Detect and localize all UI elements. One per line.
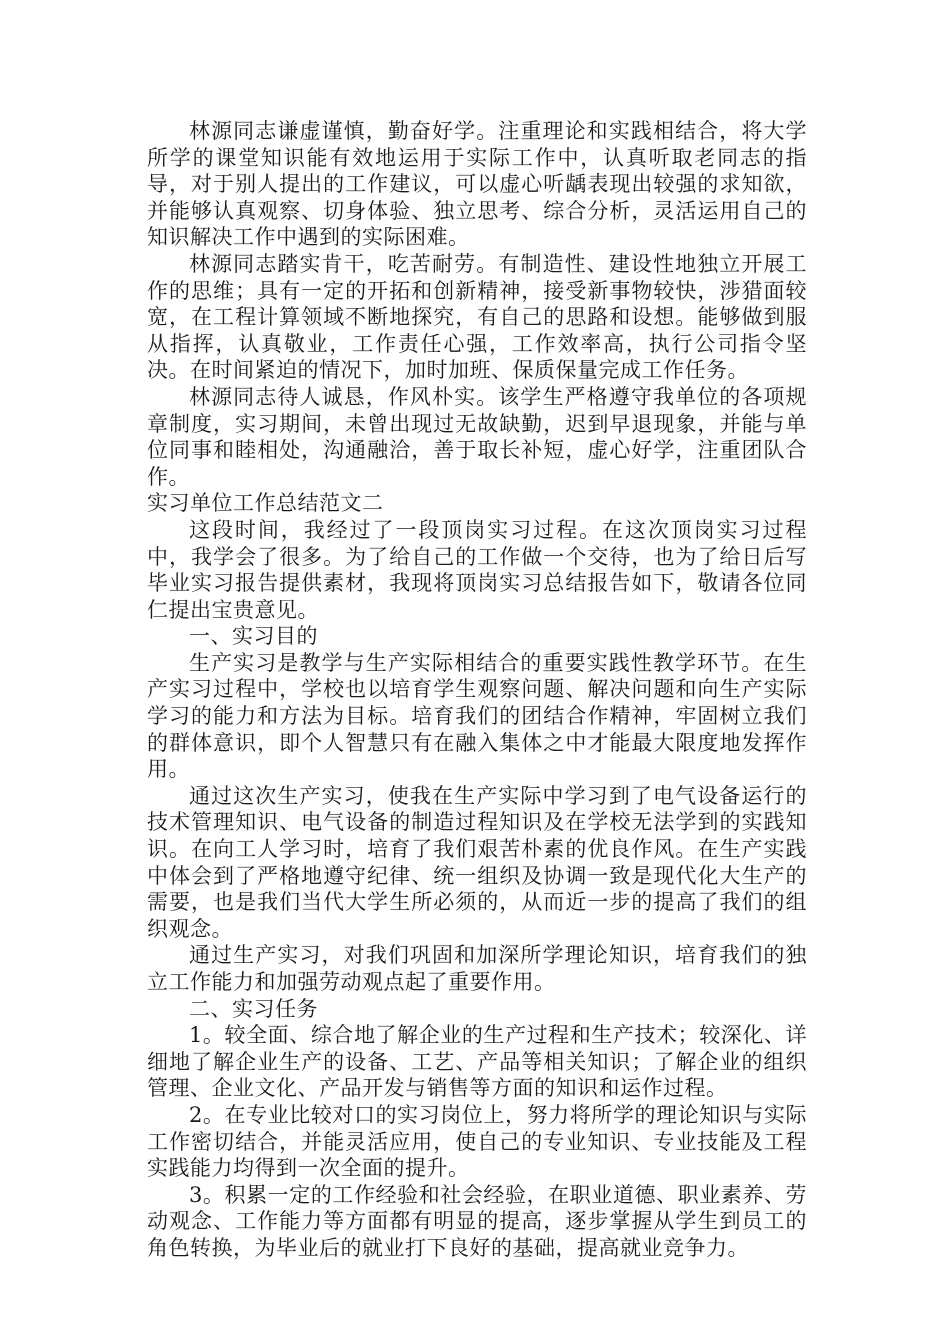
- task-item-3: 3。积累一定的工作经验和社会经验，在职业道德、职业素养、劳动观念、工作能力等方面都有明显的提高，逐步掌握从学生到员工的角色转换，为毕业后的就业打下良好的基础，提高就业竞争力。: [147, 1182, 807, 1260]
- task-item-2: 2。在专业比较对口的实习岗位上，努力将所学的理论知识与实际工作密切结合，并能灵活应用，使自己的专业知识、专业技能及工程实践能力均得到一次全面的提升。: [147, 1102, 807, 1181]
- task-item-1: 1。较全面、综合地了解企业的生产过程和生产技术；较深化、详细地了解企业生产的设备、工艺、产品等相关知识；了解企业的组织管理、企业文化、产品开发与销售等方面的知识和运作过程。: [147, 1023, 807, 1101]
- paragraph-3: 林源同志待人诚恳，作风朴实。该学生严格遵守我单位的各项规章制度，实习期间，未曾出现过无故缺勤，迟到早退现象，并能与单位同事和睦相处，沟通融洽，善于取长补短，虚心好学，注重团队合作。: [147, 384, 807, 489]
- subheading-purpose: 一、实习目的: [189, 624, 318, 649]
- paragraph-purpose-2: 通过这次生产实习，使我在生产实际中学习到了电气设备运行的技术管理知识、电气设备的制造过程知识及在学校无法学到的实践知识。在向工人学习时，培育了我们艰苦朴素的优良作风。在生产实践中体会到了严格地遵守纪律、统一组织及协调一致是现代化大生产的需要，也是我们当代大学生所必须的，从而近一步的提高了我们的组织观念。: [147, 783, 807, 941]
- paragraph-2: 林源同志踏实肯干，吃苦耐劳。有制造性、建设性地独立开展工作的思维；具有一定的开拓和创新精神，接受新事物较快，涉猎面较宽，在工程计算领域不断地探究，有自己的思路和设想。能够做到服从指挥，认真敬业，工作责任心强，工作效率高，执行公司指令坚决。在时间紧迫的情况下，加时加班、保质保量完成工作任务。: [147, 251, 807, 383]
- subheading-tasks: 二、实习任务: [189, 996, 318, 1021]
- paragraph-purpose-1: 生产实习是教学与生产实际相结合的重要实践性教学环节。在生产实习过程中，学校也以培育学生观察问题、解决问题和向生产实际学习的能力和方法为目标。培育我们的团结合作精神，牢固树立我们的群体意识，即个人智慧只有在融入集体之中才能最大限度地发挥作用。: [147, 650, 807, 782]
- section-heading: 实习单位工作总结范文二: [147, 491, 384, 516]
- paragraph-intro: 这段时间，我经过了一段顶岗实习过程。在这次顶岗实习过程中，我学会了很多。为了给自己的工作做一个交待，也为了给日后写毕业实习报告提供素材，我现将顶岗实习总结报告如下，敬请各位同仁提出宝贵意见。: [147, 517, 807, 622]
- paragraph-purpose-3: 通过生产实习，对我们巩固和加深所学理论知识，培育我们的独立工作能力和加强劳动观点起了重要作用。: [147, 943, 807, 994]
- document-page: [147, 118, 807, 1262]
- paragraph-1: 林源同志谦虚谨慎，勤奋好学。注重理论和实践相结合，将大学所学的课堂知识能有效地运用于实际工作中，认真听取老同志的指导，对于别人提出的工作建议，可以虚心听龋表现出较强的求知欲，并能够认真观察、切身体验、独立思考、综合分析，灵活运用自己的知识解决工作中遇到的实际困难。: [147, 119, 807, 250]
